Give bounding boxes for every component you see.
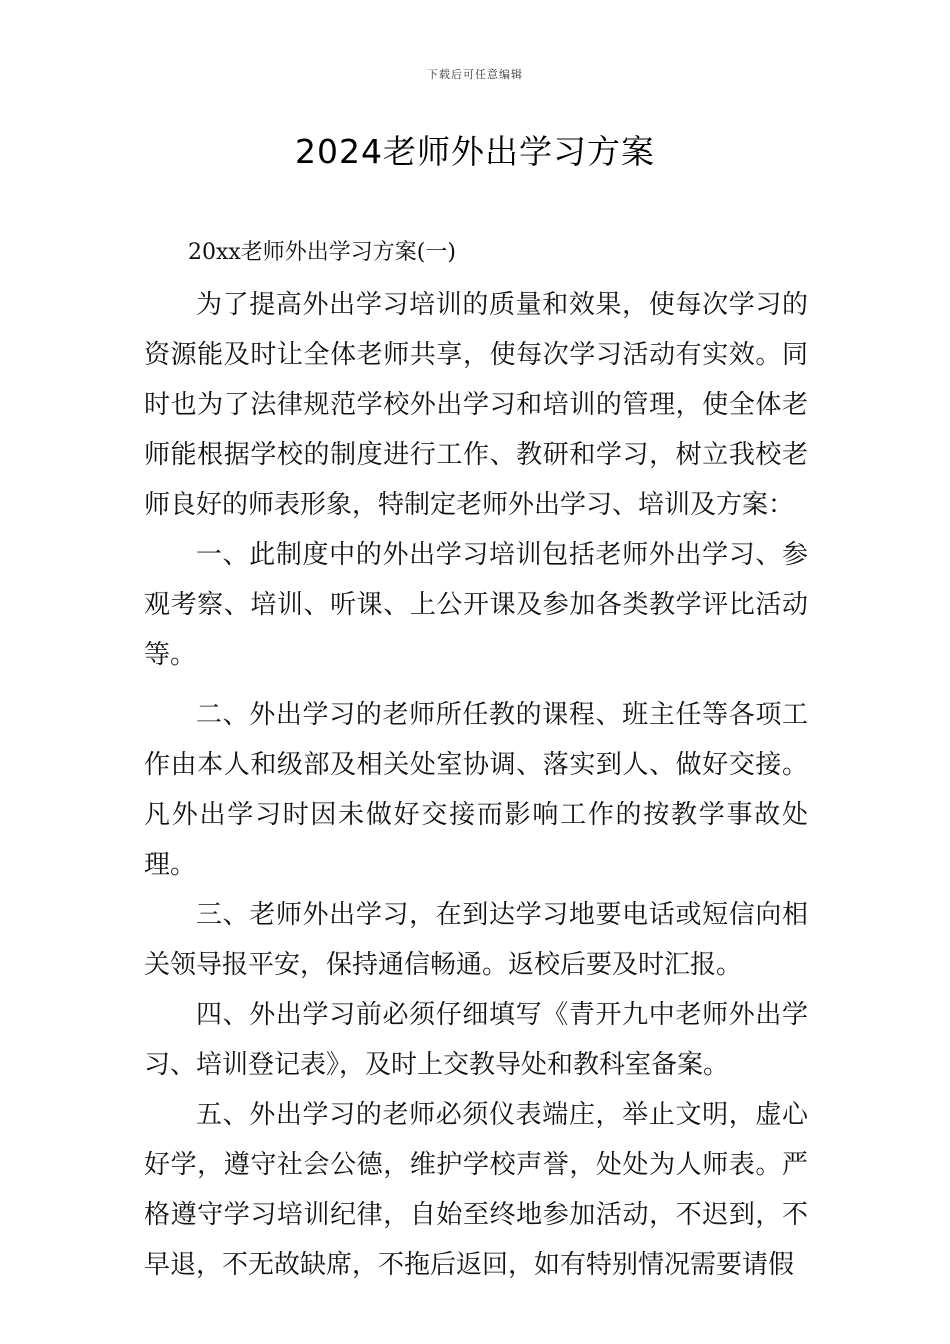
paragraph-item-4: 四、外出学习前必须仔细填写《青开九中老师外出学习、培训登记表》，及时上交教导处和教科室备案。	[144, 1000, 808, 1080]
paragraph-item-2: 二、外出学习的老师所任教的课程、班主任等各项工作由本人和级部及相关处室协调、落实到人、做好交接。凡外出学习时因未做好交接而影响工作的按教学事故处理。	[144, 700, 808, 880]
paragraph-item-1: 一、此制度中的外出学习培训包括老师外出学习、参观考察、培训、听课、上公开课及参加各类教学评比活动等。	[144, 540, 808, 670]
section-subtitle: 20xx老师外出学习方案(一)	[188, 240, 456, 265]
paragraph-item-5: 五、外出学习的老师必须仪表端庄，举止文明，虚心好学，遵守社会公德，维护学校声誉，处处为人师表。严格遵守学习培训纪律，自始至终地参加活动，不迟到，不早退，不无故缺席，不拖后返回，如有特别情况需要请假	[144, 1100, 808, 1280]
header-note: 下载后可任意编辑	[427, 68, 523, 81]
document-title: 2024老师外出学习方案	[295, 132, 655, 171]
document-body	[144, 228, 808, 1290]
paragraph-intro: 为了提高外出学习培训的质量和效果，使每次学习的资源能及时让全体老师共享，使每次学习活动有实效。同时也为了法律规范学校外出学习和培训的管理，使全体老师能根据学校的制度进行工作、教研和学习，树立我校老师良好的师表形象，特制定老师外出学习、培训及方案：	[144, 290, 808, 520]
paragraph-item-3: 三、老师外出学习，在到达学习地要电话或短信向相关领导报平安，保持通信畅通。返校后要及时汇报。	[144, 900, 808, 980]
